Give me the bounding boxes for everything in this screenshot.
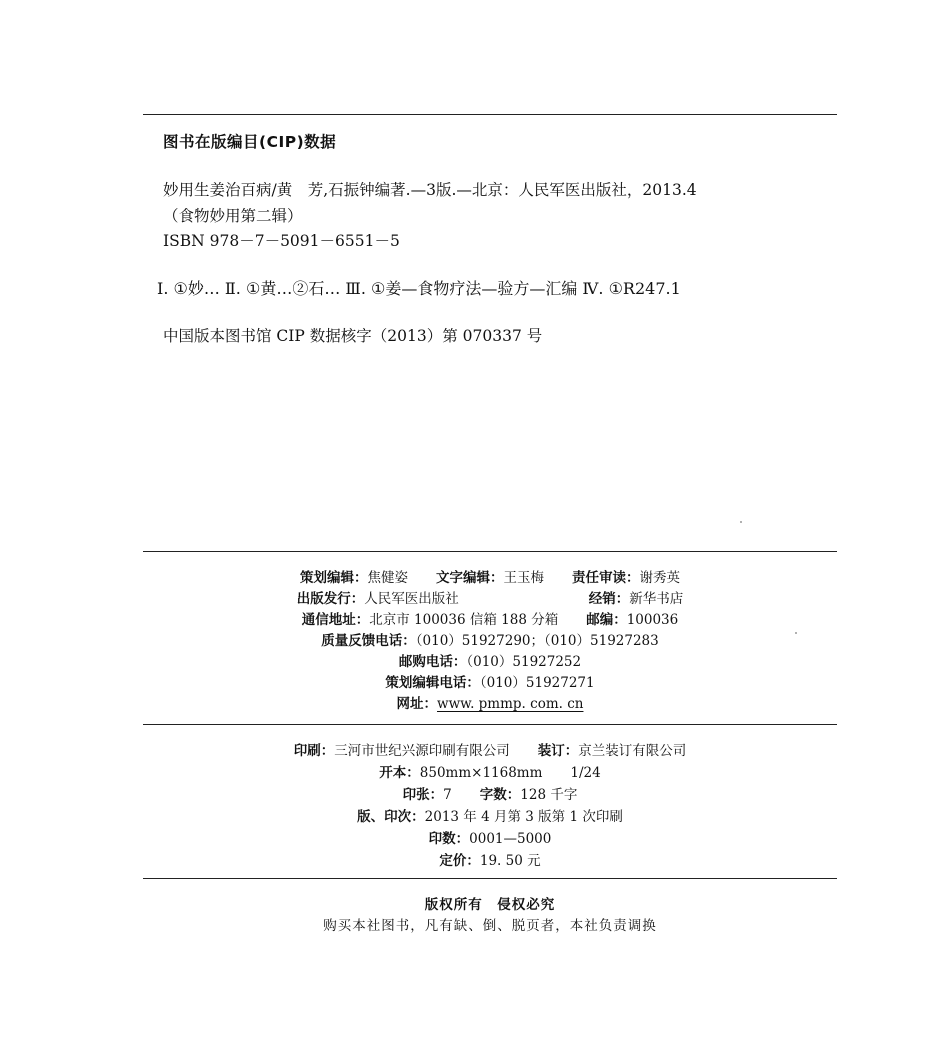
planning-phone: （010）51927271	[479, 675, 595, 691]
cip-line-classification: Ⅰ. ①妙… Ⅱ. ①黄…②石… Ⅲ. ①姜—食物疗法—验方—汇编 Ⅳ. ①R247.1	[157, 279, 681, 298]
price: 19. 50 元	[479, 853, 541, 869]
cip-line-title-author: 妙用生姜治百病/黄 芳,石振钟编著.—3版.—北京：人民军医出版社，2013.4	[163, 181, 697, 199]
issuer-label: 出版发行：	[296, 591, 365, 607]
price-row	[143, 849, 837, 869]
mail-order-label: 邮购电话：	[398, 654, 467, 670]
printing-info-block	[143, 739, 837, 869]
postcode: 100036	[626, 612, 679, 628]
top-rule	[143, 114, 837, 115]
printer-row	[143, 739, 837, 759]
reviewer-label: 责任审读：	[572, 570, 640, 586]
cip-line-isbn: ISBN 978－7－5091－6551－5	[163, 232, 400, 250]
mail-order-phone: （010）51927252	[466, 654, 582, 670]
edition-row	[143, 805, 837, 825]
binder: 京兰装订有限公司	[578, 743, 687, 759]
printer: 三河市世纪兴源印刷有限公司	[334, 743, 510, 759]
words-label: 字数：	[479, 787, 521, 803]
copyright-note: 购买本社图书，凡有缺、倒、脱页者，本社负责调换	[323, 918, 657, 934]
distributor: 新华书店	[629, 591, 684, 607]
print-run-row	[143, 827, 837, 847]
website-row	[143, 692, 837, 712]
publisher-info-block	[143, 566, 837, 716]
sheets-label: 印张：	[402, 787, 444, 803]
address-label: 通信地址：	[301, 612, 370, 628]
planning-phone-label: 策划编辑电话：	[385, 675, 480, 691]
format: 850mm×1168mm	[419, 765, 543, 781]
format-fraction: 1/24	[570, 765, 601, 781]
reviewer: 谢秀英	[639, 570, 680, 586]
edition-label: 版、印次：	[357, 809, 425, 825]
binder-label: 装订：	[537, 743, 579, 759]
feedback-phone: （010）51927290；（010）51927283	[415, 633, 659, 649]
distributor-label: 经销：	[588, 591, 630, 607]
cip-line-record-number: 中国版本图书馆 CIP 数据核字（2013）第 070337 号	[163, 327, 543, 345]
website-link[interactable]: www. pmmp. com. cn	[437, 696, 584, 712]
editors-row	[143, 566, 837, 586]
scan-speck	[740, 521, 742, 523]
format-row	[143, 761, 837, 781]
website-label: 网址：	[396, 696, 438, 712]
words: 128 千字	[520, 787, 578, 803]
mail-order-row	[143, 650, 837, 670]
text-editor: 王玉梅	[503, 570, 544, 586]
text-editor-label: 文字编辑：	[436, 570, 504, 586]
feedback-row	[143, 629, 837, 649]
planning-editor: 焦健姿	[367, 570, 408, 586]
price-label: 定价：	[439, 853, 480, 869]
planning-editor-label: 策划编辑：	[300, 570, 368, 586]
cip-line-series: （食物妙用第二辑）	[163, 207, 303, 225]
sheets-row	[143, 783, 837, 803]
edition: 2013 年 4 月第 3 版第 1 次印刷	[424, 809, 623, 825]
address-row	[143, 608, 837, 628]
issuer-row	[143, 587, 837, 607]
cip-title: 图书在版编目(CIP)数据	[163, 133, 337, 151]
publisher-top-rule	[143, 551, 837, 552]
issuer: 人民军医出版社	[364, 591, 459, 607]
print-run-label: 印数：	[428, 831, 470, 847]
printer-label: 印刷：	[293, 743, 335, 759]
address: 北京市 100036 信箱 188 分箱	[369, 612, 559, 628]
printing-top-rule	[143, 724, 837, 725]
postcode-label: 邮编：	[586, 612, 627, 628]
print-run: 0001—5000	[469, 831, 552, 847]
planning-phone-row	[143, 671, 837, 691]
feedback-label: 质量反馈电话：	[321, 633, 416, 649]
copyright-top-rule	[143, 878, 837, 879]
copyright-title: 版权所有 侵权必究	[424, 897, 556, 913]
sheets: 7	[443, 787, 452, 803]
format-label: 开本：	[379, 765, 420, 781]
